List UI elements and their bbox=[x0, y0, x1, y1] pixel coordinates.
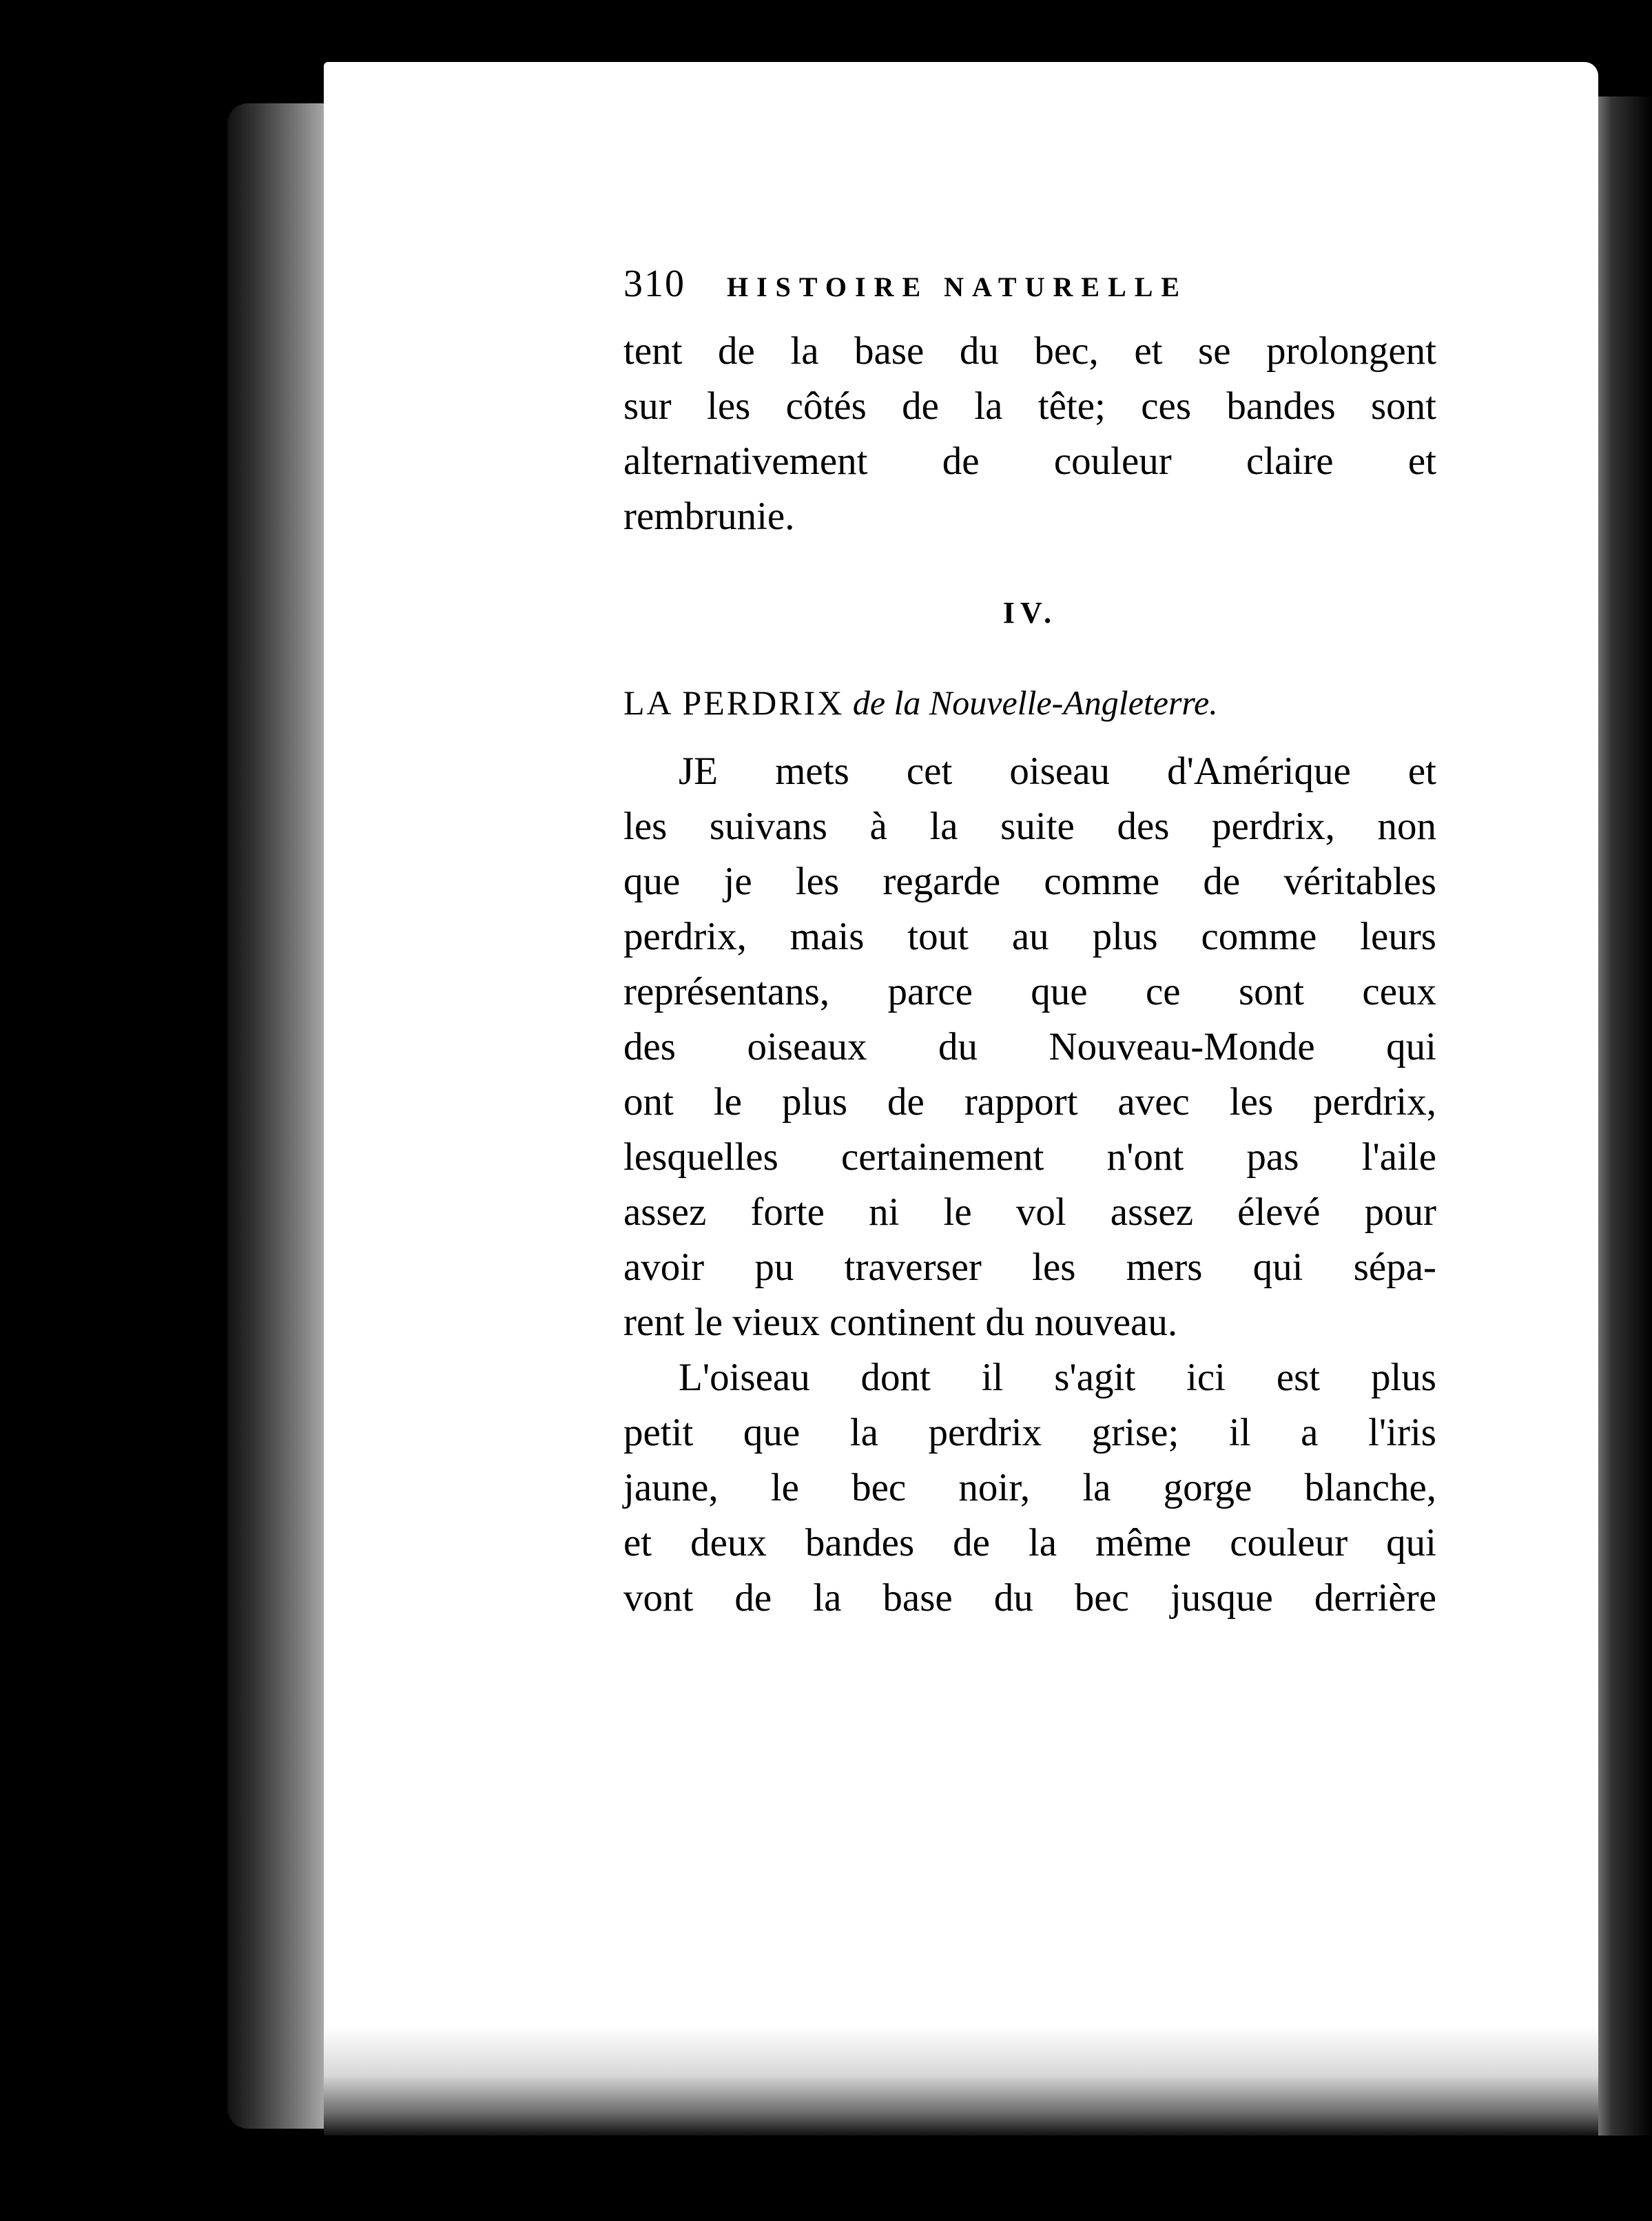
text-line: les suivans à la suite des perdrix, non bbox=[623, 805, 1436, 848]
page-text bbox=[623, 262, 1436, 1626]
text-line: perdrix, mais tout au plus comme leurs bbox=[623, 915, 1436, 958]
text-line: petit que la perdrix grise; il a l'iris bbox=[623, 1411, 1436, 1454]
text-line: assez forte ni le vol assez élevé pour bbox=[623, 1190, 1436, 1234]
running-head-title: HISTOIRE NATURELLE bbox=[727, 271, 1188, 302]
text-line: des oiseaux du Nouveau-Monde qui bbox=[623, 1025, 1436, 1068]
paragraph-2 bbox=[623, 1350, 1436, 1626]
page-number: 310 bbox=[623, 262, 685, 305]
text-line: rembrunie. bbox=[623, 495, 795, 538]
page-bottom-shadow bbox=[324, 2025, 1598, 2136]
text-line: rent le vieux continent du nouveau. bbox=[623, 1301, 1178, 1344]
continuation-text bbox=[623, 324, 1436, 544]
text-line: vont de la base du bec jusque derrière bbox=[623, 1576, 1436, 1620]
text-line: sur les côtés de la tête; ces bandes sont bbox=[623, 384, 1436, 428]
text-line: lesquelles certainement n'ont pas l'aile bbox=[623, 1135, 1436, 1179]
text-line: et deux bandes de la même couleur qui bbox=[623, 1521, 1436, 1564]
running-head bbox=[623, 262, 1436, 317]
section-heading-italic: de la Nouvelle-Angleterre. bbox=[852, 683, 1218, 722]
text-line: alternativement de couleur claire et bbox=[623, 440, 1436, 483]
text-line: tent de la base du bec, et se prolongent bbox=[623, 329, 1436, 373]
section-numeral: IV. bbox=[1002, 596, 1057, 630]
paragraph-1 bbox=[623, 744, 1436, 1350]
text-line: jaune, le bec noir, la gorge blanche, bbox=[623, 1466, 1436, 1509]
section-heading-caps: LA PERDRIX bbox=[623, 683, 845, 722]
text-line: L'oiseau dont il s'agit ici est plus bbox=[679, 1356, 1436, 1399]
text-line: avoir pu traverser les mers qui sépa- bbox=[623, 1246, 1436, 1289]
text-line: JE mets cet oiseau d'Amérique et bbox=[679, 750, 1436, 793]
text-line: représentans, parce que ce sont ceux bbox=[623, 970, 1436, 1013]
text-line: que je les regarde comme de véritables bbox=[623, 860, 1436, 903]
section-heading bbox=[623, 675, 1436, 730]
text-line: ont le plus de rapport avec les perdrix, bbox=[623, 1080, 1436, 1124]
